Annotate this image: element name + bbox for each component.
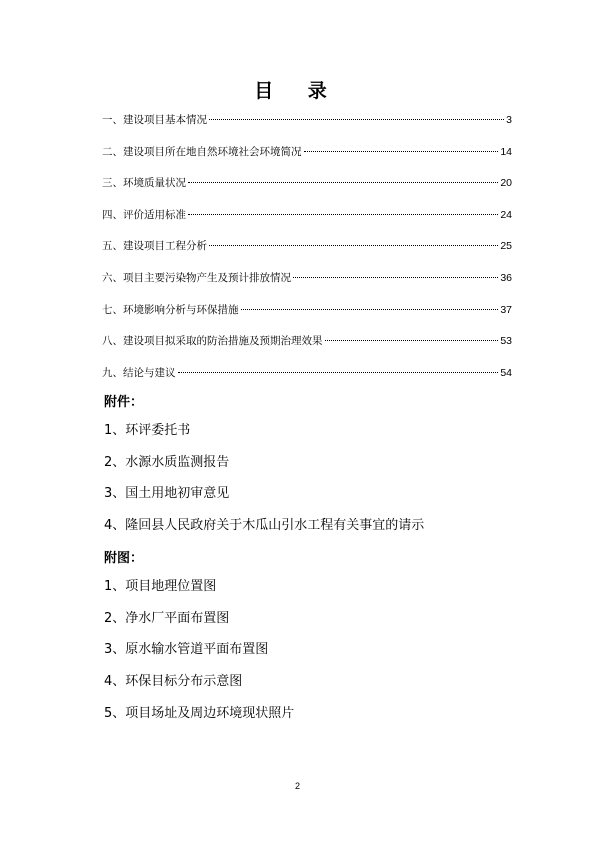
toc-entry-page: 25 xyxy=(500,240,512,253)
toc-leader-dots xyxy=(209,118,504,120)
toc-entry-label: 三、环境质量状况 xyxy=(102,177,186,190)
toc-entry-page: 20 xyxy=(500,177,512,190)
document-title: 目 录 xyxy=(254,80,341,102)
toc-entry[interactable] xyxy=(102,112,512,144)
toc-entry-label: 六、项目主要污染物产生及预计排放情况 xyxy=(102,271,291,284)
toc-entry[interactable] xyxy=(102,144,512,176)
toc-entry-page: 36 xyxy=(500,271,512,284)
figures-list xyxy=(104,576,524,734)
toc-leader-dots xyxy=(293,276,498,278)
toc-leader-dots xyxy=(325,339,499,341)
toc-entry-label: 九、结论与建议 xyxy=(102,366,176,379)
toc-entry-label: 二、建设项目所在地自然环境社会环境简况 xyxy=(102,145,302,158)
toc-entry[interactable] xyxy=(102,270,512,302)
toc-entry-label: 四、评价适用标准 xyxy=(102,208,186,221)
toc-entry-label: 五、建设项目工程分析 xyxy=(102,240,207,253)
figure-item: 3、原水输水管道平面布置图 xyxy=(104,642,269,658)
toc-entry[interactable] xyxy=(102,365,512,397)
toc-entry[interactable] xyxy=(102,207,512,239)
toc-entry-page: 54 xyxy=(500,366,512,379)
toc-entry-label: 七、环境影响分析与环保措施 xyxy=(102,303,239,316)
toc-entry-page: 14 xyxy=(500,145,512,158)
toc-entry-label: 八、建设项目拟采取的防治措施及预期治理效果 xyxy=(102,335,323,348)
attachments-heading: 附件： xyxy=(104,395,144,410)
toc-entry[interactable] xyxy=(102,175,512,207)
attachment-item: 2、水源水质监测报告 xyxy=(104,454,230,470)
attachment-item: 3、国土用地初审意见 xyxy=(104,486,230,502)
toc-leader-dots xyxy=(178,371,499,373)
toc-entry-label: 一、建设项目基本情况 xyxy=(102,114,207,126)
toc-entry-page: 24 xyxy=(500,208,512,221)
toc-leader-dots xyxy=(188,213,498,215)
toc-leader-dots xyxy=(209,244,498,246)
toc-leader-dots xyxy=(188,181,498,183)
table-of-contents xyxy=(102,112,512,396)
attachment-item: 1、环评委托书 xyxy=(104,423,191,438)
toc-entry[interactable] xyxy=(102,333,512,365)
attachment-item: 4、隆回县人民政府关于木瓜山引水工程有关事宜的请示 xyxy=(104,518,425,534)
figure-item: 4、环保目标分布示意图 xyxy=(104,674,243,690)
toc-leader-dots xyxy=(304,150,499,152)
figure-item: 2、净水厂平面布置图 xyxy=(104,610,230,626)
figure-item: 5、项目场址及周边环境现状照片 xyxy=(104,705,295,721)
page-number: 2 xyxy=(294,781,300,791)
toc-entry-page: 37 xyxy=(500,303,512,316)
attachments-list xyxy=(104,420,524,547)
toc-entry[interactable] xyxy=(102,302,512,334)
toc-entry-page: 3 xyxy=(506,114,512,126)
toc-entry[interactable] xyxy=(102,238,512,270)
figure-item: 1、项目地理位置图 xyxy=(104,579,217,594)
toc-leader-dots xyxy=(241,308,499,310)
toc-entry-page: 53 xyxy=(500,335,512,348)
figures-heading: 附图： xyxy=(104,551,144,566)
